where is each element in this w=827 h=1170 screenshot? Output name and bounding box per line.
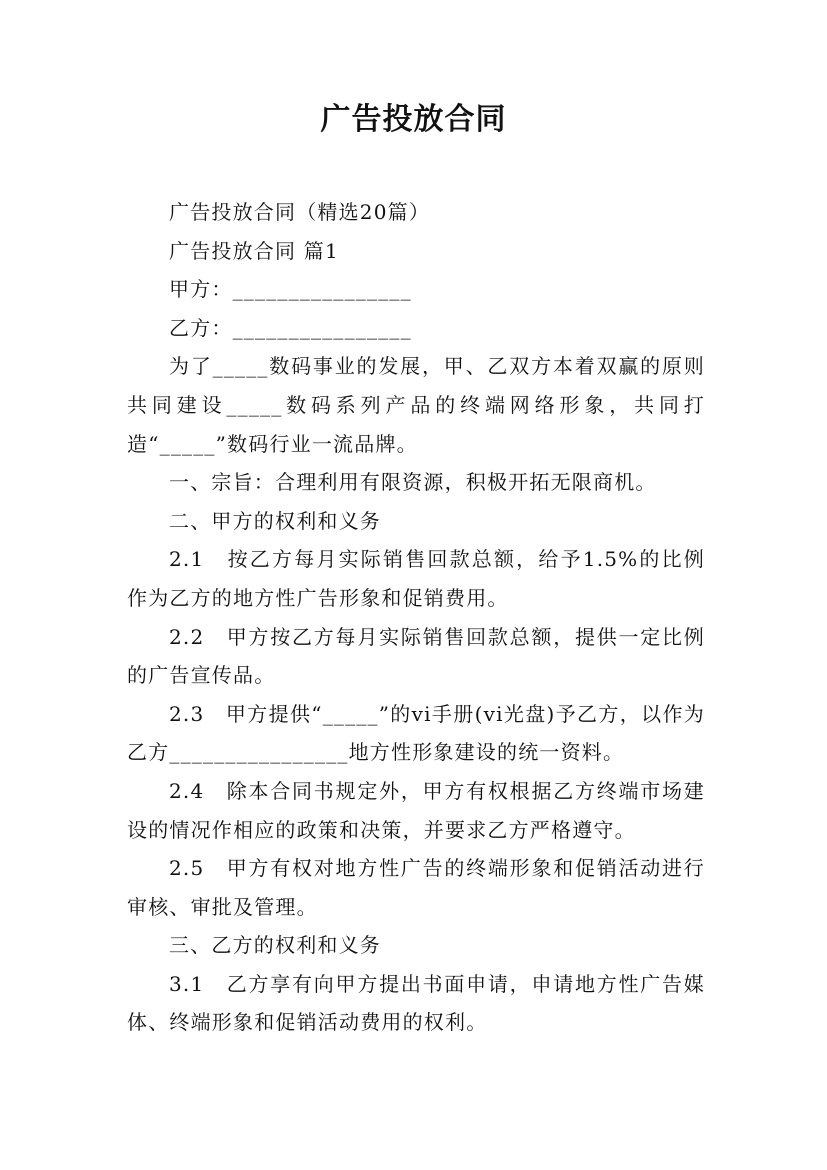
paragraph-clause-2-2: 2.2 甲方按乙方每月实际销售回款总额，提供一定比例的广告宣传品。: [127, 624, 705, 688]
paragraph-section-3-heading: 三、乙方的权利和义务: [169, 933, 381, 958]
paragraph-collection-heading: 广告投放合同（精选20篇）: [169, 200, 431, 224]
paragraph-section-2-heading: 二、甲方的权利和义务: [169, 508, 381, 533]
paragraph-clause-2-4: 2.4 除本合同书规定外，甲方有权根据乙方终端市场建设的情况作相应的政策和决策，并要求乙方严格遵守。: [127, 778, 705, 842]
paragraph-clause-2-3: 2.3 甲方提供“_____”的vi手册(vi光盘)予乙方，以作为乙方________________地方性形象建设的统一资料。: [127, 701, 705, 765]
paragraph-section-1: 一、宗旨：合理利用有限资源，积极开拓无限商机。: [169, 470, 657, 495]
paragraph-clause-2-5: 2.5 甲方有权对地方性广告的终端形象和促销活动进行审核、审批及管理。: [127, 856, 705, 919]
paragraph-preamble: 为了_____数码事业的发展，甲、乙双方本着双赢的原则共同建设_____数码系列产品的终端网络形象，共同打造“_____”数码行业一流品牌。: [127, 354, 705, 456]
document-body: [127, 193, 705, 1042]
paragraph-clause-2-1: 2.1 按乙方每月实际销售回款总额，给予1.5%的比例作为乙方的地方性广告形象和促销费用。: [127, 547, 705, 610]
paragraph-clause-3-1: 3.1 乙方享有向甲方提出书面申请，申请地方性广告媒体、终端形象和促销活动费用的权利。: [127, 971, 705, 1035]
document-title: 广告投放合同: [320, 102, 507, 137]
paragraph-party-b: 乙方：________________: [169, 315, 412, 340]
paragraph-party-a: 甲方：________________: [169, 277, 412, 302]
paragraph-article-heading: 广告投放合同 篇1: [169, 238, 339, 263]
